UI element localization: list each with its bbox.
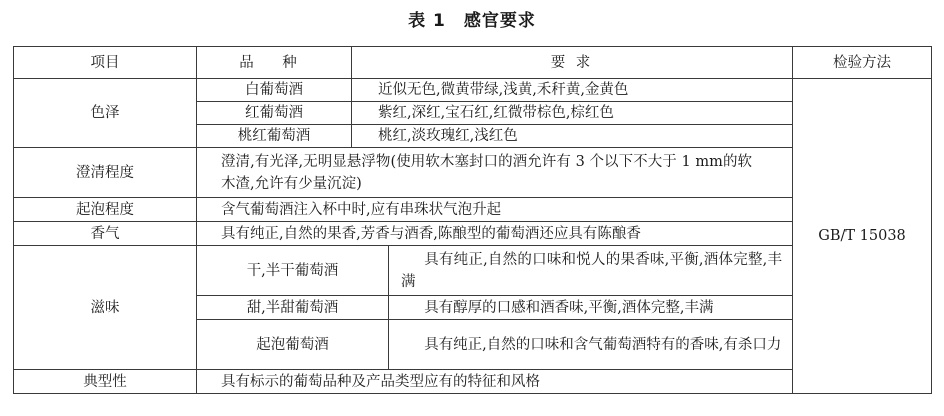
header-method: 检验方法 — [793, 47, 932, 79]
taste-label: 滋味 — [14, 246, 197, 370]
variety-cell: 红葡萄酒 — [197, 102, 352, 125]
requirement-cell: 具有纯正,自然的口味和含气葡萄酒特有的香味,有杀口力 — [389, 320, 793, 370]
variety-cell: 白葡萄酒 — [197, 79, 352, 102]
aroma-label: 香气 — [14, 222, 197, 246]
color-label: 色泽 — [14, 79, 197, 148]
method-cell: GB/T 15038 — [793, 79, 932, 394]
header-variety: 品 种 — [197, 47, 352, 79]
requirement-cell: 具有纯正,自然的口味和悦人的果香味,平衡,酒体完整,丰满 — [389, 246, 793, 296]
table-title — [0, 6, 944, 31]
requirement-cell: 具有醇厚的口感和酒香味,平衡,酒体完整,丰满 — [389, 296, 793, 320]
variety-cell: 起泡葡萄酒 — [197, 320, 389, 370]
header-item: 项目 — [14, 47, 197, 79]
typicality-requirement: 具有标示的葡萄品种及产品类型应有的特征和风格 — [197, 370, 793, 394]
requirement-cell: 桃红,淡玫瑰红,浅红色 — [352, 125, 793, 148]
foam-requirement: 含气葡萄酒注入杯中时,应有串珠状气泡升起 — [197, 198, 793, 222]
clarity-label: 澄清程度 — [14, 148, 197, 198]
requirement-cell: 近似无色,微黄带绿,浅黄,禾秆黄,金黄色 — [352, 79, 793, 102]
clarity-requirement: 澄清,有光泽,无明显悬浮物(使用软木塞封口的酒允许有 3 个以下不大于 1 mm的软木渣,允许有少量沉淀) — [197, 148, 793, 198]
table-row — [14, 79, 932, 102]
variety-cell: 甜,半甜葡萄酒 — [197, 296, 389, 320]
sensory-requirements-table — [13, 46, 932, 394]
header-requirement: 要 求 — [352, 47, 793, 79]
variety-cell: 干,半干葡萄酒 — [197, 246, 389, 296]
aroma-requirement: 具有纯正,自然的果香,芳香与酒香,陈酿型的葡萄酒还应具有陈酿香 — [197, 222, 793, 246]
typicality-label: 典型性 — [14, 370, 197, 394]
variety-cell: 桃红葡萄酒 — [197, 125, 352, 148]
requirement-cell: 紫红,深红,宝石红,红微带棕色,棕红色 — [352, 102, 793, 125]
header-row — [14, 47, 932, 79]
table-number: 表 1 — [408, 11, 446, 31]
foam-label: 起泡程度 — [14, 198, 197, 222]
table-title-text: 感官要求 — [463, 11, 536, 31]
